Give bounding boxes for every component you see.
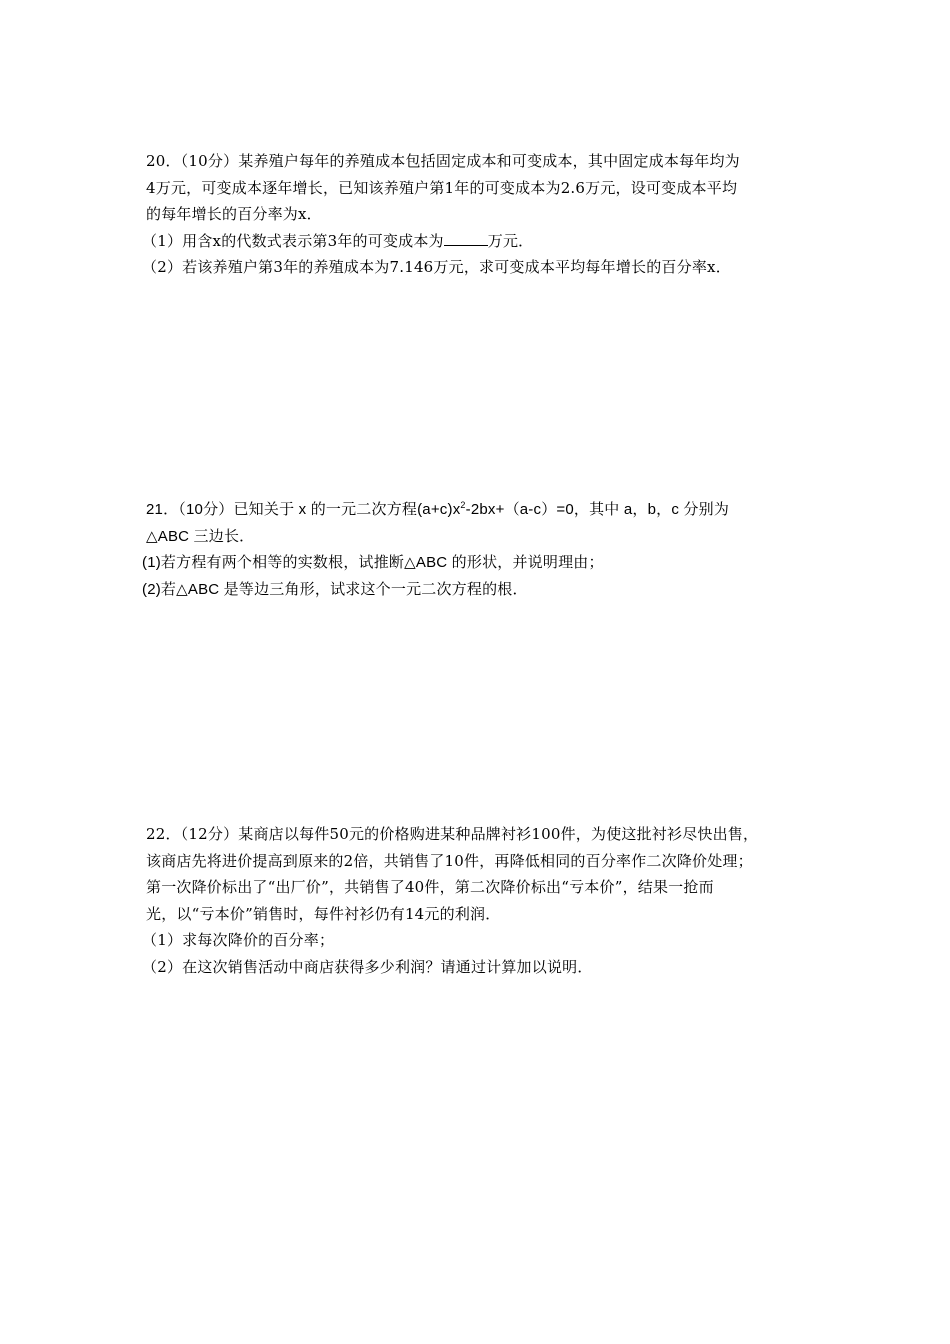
problem-22-part-1: （1）求每次降价的百分率；: [142, 931, 335, 949]
problem-22-line-3: 第一次降价标出了“出厂价”，共销售了40件，第二次降价标出“亏本价”，结果一抢而: [146, 878, 714, 896]
problem-22-line-4: 光，以“亏本价”销售时，每件衬衫仍有14元的利润．: [146, 904, 501, 923]
answer-blank: [444, 231, 488, 246]
problem-21-part-1: (1)若方程有两个相等的实数根，试推断△ABC 的形状，并说明理由；: [142, 554, 604, 571]
problem-20-line-2: 4万元，可变成本逐年增长，已知该养殖户第1年的可变成本为2.6万元，设可变成本平均: [146, 178, 738, 197]
problem-21-line-1-start: 21．（10分）已知关于 x 的一元二次方程(a+c)x: [146, 501, 461, 518]
problem-22-line-1: 22．（12分）某商店以每件50元的价格购进某种品牌衬衫100件，为使这批衬衫尽快出售，: [146, 825, 759, 843]
problem-20-part-2: （2）若该养殖户第3年的养殖成本为7.146万元，求可变成本平均每年增长的百分率x．: [142, 258, 731, 276]
problem-20-part-1-text: （1）用含x的代数式表示第3年的可变成本为: [142, 231, 444, 250]
exponent: 2: [460, 500, 466, 510]
problem-21-line-2: △ABC 三边长．: [146, 527, 255, 545]
problem-20-line-1: 20．（10分）某养殖户每年的养殖成本包括固定成本和可变成本，其中固定成本每年均为: [146, 152, 740, 170]
problem-22-part-2: （2）在这次销售活动中商店获得多少利润？请通过计算加以说明．: [142, 957, 593, 976]
problem-20-part-1: [142, 228, 811, 255]
problem-20: [142, 148, 811, 281]
problem-20-part-1-unit: 万元．: [487, 231, 534, 250]
problem-22: [142, 821, 811, 980]
problem-20-line-3: 的每年增长的百分率为x．: [146, 205, 322, 223]
problem-21-line-1: [146, 497, 811, 524]
problem-21: [142, 497, 811, 603]
problem-21-part-2: (2)若△ABC 是等边三角形，试求这个一元二次方程的根．: [142, 580, 528, 598]
problem-22-line-2: 该商店先将进价提高到原来的2倍，共销售了10件，再降低相同的百分率作二次降价处理；: [146, 851, 753, 870]
problem-21-line-1-end: -2bx+（a-c）=0，其中 a，b，c 分别为: [465, 501, 730, 518]
